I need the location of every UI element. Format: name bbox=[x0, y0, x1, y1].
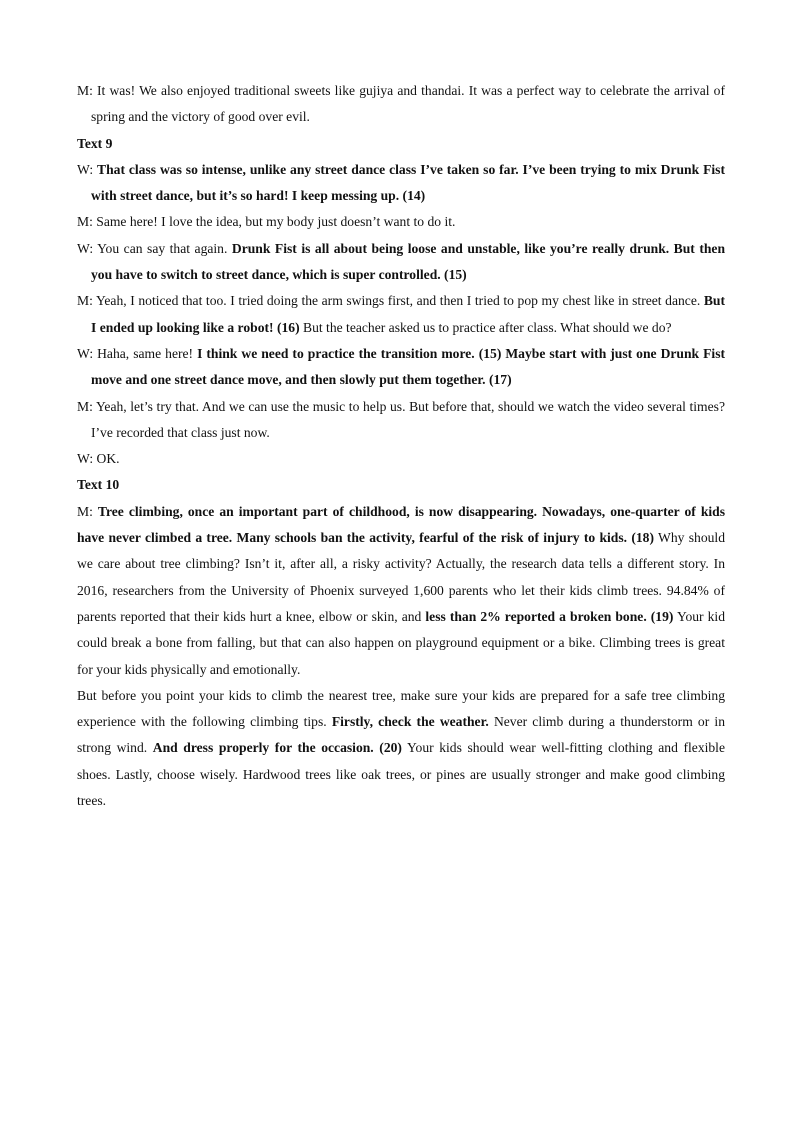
answer-cue-text: I think we need to practice the transition more. (15) Maybe start with just one Drunk Fist move and one street dance move, and then slowly put them together. (17) bbox=[91, 345, 726, 388]
transcript-text: Never climb during a thunderstorm or in strong wind. bbox=[77, 714, 725, 756]
transcript-text: M: Yeah, I noticed that too. I tried doing the arm swings first, and then I tried to pop my chest like in street dance. bbox=[77, 293, 704, 309]
text9-dialogue bbox=[77, 157, 725, 473]
dialogue-line bbox=[77, 236, 725, 289]
transcript-text: M: bbox=[77, 503, 98, 519]
transcript-text: But before you point your kids to climb the nearest tree, make sure your kids are prepared for a safe tree climbing experience with the following climbing tips. bbox=[77, 687, 725, 730]
dialogue-line bbox=[77, 394, 725, 447]
transcript-text: W: You can say that again. bbox=[77, 240, 232, 256]
text10-monologue bbox=[77, 499, 725, 815]
dialogue-line bbox=[77, 288, 725, 341]
answer-cue-text: That class was so intense, unlike any street dance class I’ve taken so far. I’ve been trying to mix Drunk Fist with street dance, but it’s so hard! I keep messing up. (14) bbox=[91, 161, 725, 204]
transcript-text: But the teacher asked us to practice after class. What should we do? bbox=[299, 319, 672, 335]
transcript-text: Your kids should wear well-fitting clothing and flexible shoes. Lastly, choose wisely. Hardwood trees like oak trees, or pines are usually stronger and make good climbing trees. bbox=[77, 740, 725, 809]
answer-cue-text: less than 2% reported a broken bone. (19) bbox=[425, 608, 674, 624]
dialogue-line bbox=[77, 446, 725, 472]
answer-cue-text: Tree climbing, once an important part of childhood, is now disappearing. Nowadays, one-quarter of kids have never climbed a tree. Many schools ban the activity, fearful of the risk of injury to kids. (18) bbox=[77, 503, 726, 546]
transcript-text: W: bbox=[77, 161, 98, 177]
transcript-text: Why should we care about tree climbing? Isn’t it, after all, a risky activity? Actually, the research data tells a different story. In 2016, researchers from the University of Phoenix surveyed 1,600 parents who let their kids climb trees. 94.84% of parents reported that their kids hurt a knee, elbow or skin, and bbox=[77, 530, 725, 624]
answer-cue-text: Firstly, check the weather. bbox=[331, 714, 489, 730]
transcript-text: W: OK. bbox=[77, 451, 120, 467]
monologue-paragraph bbox=[77, 499, 725, 683]
answer-cue-text: Drunk Fist is all about being loose and unstable, like you’re really drunk. But then you have to switch to street dance, which is super controlled. (15) bbox=[91, 240, 726, 283]
text8-closing-line: M: It was! We also enjoyed traditional sweets like gujiya and thandai. It was a perfect way to celebrate the arrival of spring and the victory of good over evil. bbox=[77, 83, 725, 125]
dialogue-line bbox=[77, 209, 725, 235]
document-page bbox=[77, 78, 725, 814]
monologue-paragraph bbox=[77, 683, 725, 814]
text10-heading: Text 10 bbox=[77, 477, 120, 493]
transcript-text: M: Yeah, let’s try that. And we can use the music to help us. But before that, should we watch the video several times? I’ve recorded that class just now. bbox=[77, 398, 725, 440]
transcript-text: W: Haha, same here! bbox=[77, 345, 198, 361]
dialogue-line bbox=[77, 341, 725, 394]
answer-cue-text: And dress properly for the occasion. (20) bbox=[152, 740, 402, 756]
transcript-text: M: Same here! I love the idea, but my body just doesn’t want to do it. bbox=[77, 214, 456, 230]
answer-cue-text: But I ended up looking like a robot! (16) bbox=[91, 293, 725, 335]
dialogue-line bbox=[77, 157, 725, 210]
text9-heading: Text 9 bbox=[77, 135, 113, 151]
transcript-text: Your kid could break a bone from falling, but that can also happen on playground equipment or a bike. Climbing trees is great for your kids physically and emotionally. bbox=[77, 608, 725, 677]
